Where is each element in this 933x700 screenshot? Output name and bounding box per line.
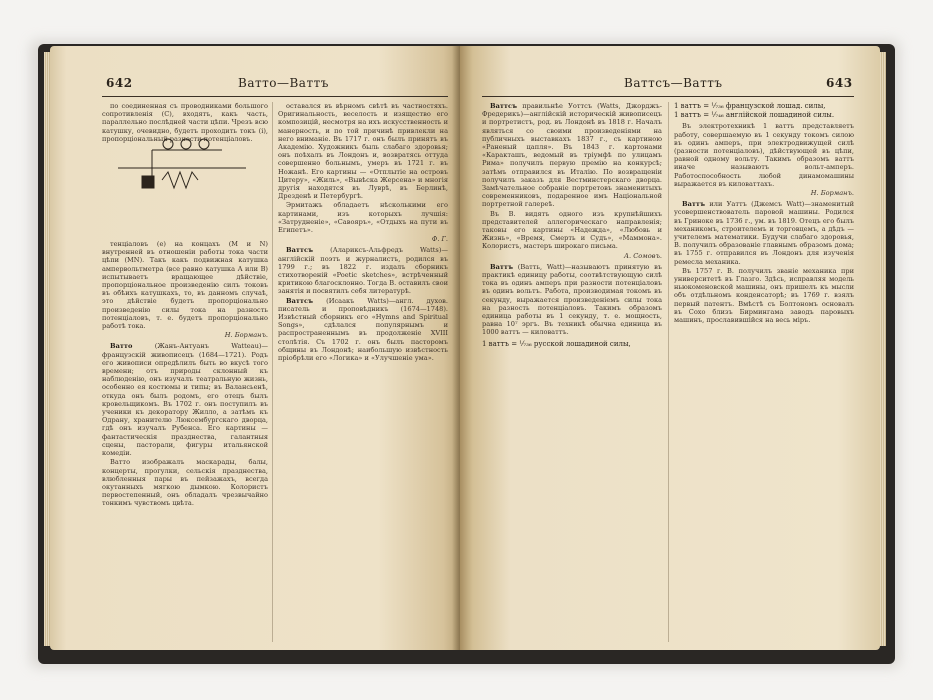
article-text: тенціаловъ (e) на концахъ (M и N) внутренней въ отношеніи работы тока части цѣпи (MN). Такъ какъ подвижная катушка ампервольтметра (все равно катушка A или B) испытываетъ вращающее дѣйствіе, пропорціональное произведенію силъ токовъ въ обѣихъ катушкахъ, то, въ данномъ случаѣ, это дѣйствіе будетъ пропорціонально произведенію силы тока на разность потенціаловъ, т. е. будетъ пропорціонально работѣ тока. (102, 240, 268, 331)
right-column-2 (674, 102, 854, 642)
author-signature: Н. Борманъ. (810, 189, 854, 198)
formula: 1 ваттъ = ¹⁄₇₄₆ англійской лошадиной силы. (674, 111, 835, 120)
article-text: (Жанъ-Антуанъ Watteau)—французскій живописецъ (1684—1721). Родъ его живописи опредѣлилъ быть во вкусѣ того времени; отъ природы склонный къ наблюденію, онъ изучалъ театральную жизнь, особенно ея костюмы и типы; въ Валансьенѣ, откуда онъ былъ родомъ, его отецъ былъ кровельщикомъ. Въ 1702 г. онъ поступилъ въ ученики къ декоратору Жилло, а затѣмъ къ Одрану, хранителю Люксембургскаго дворца, гдѣ онъ изучалъ Рубенса. Его картины — фантастическія празднества, галантныя сцены, пасторали, фигуры итальянской комедіи. (102, 342, 268, 458)
column-separator (668, 102, 669, 642)
author-signature: Ф. Г. (431, 235, 448, 244)
headword: Ваттъ (490, 262, 514, 271)
article-text: Эрмитажъ обладаетъ нѣсколькими его картинами, изъ которыхъ лучшія: «Затрудненіе», «Савояръ», «Отдыхъ на пути въ Египетъ». (278, 201, 448, 235)
article-text: или Уаттъ (Джемсъ Watt)—знаменитый усовершенствователь паровой машины. Родился въ Гриноке въ 1736 г., ум. въ 1819. Отецъ его былъ механикомъ, строителемъ и торговцемъ, а дѣдъ — учителемъ математики. Будучи слабаго здоровья, В. получилъ образованіе главнымъ образомъ дома; въ 1755 г. отправился въ Лондонъ для изученія ремесла механика. (674, 200, 854, 266)
right-header-rule (482, 96, 854, 97)
article-text: (Ватть, Watt)—называютъ принятую въ практикѣ единицу работы, соотвѣтствующую силѣ тока въ одинъ амперъ при разности потенціаловъ въ одинъ вольтъ. Работа, производимая токомъ въ секунду, выражается произведеніемъ силы тока на разность потенціаловъ. Такимъ образомъ единица работы въ 1 секунду, т. е. мощность, равна 10⁷ эргъ. Въ техникѣ обычна единица въ 1000 ваттъ — киловаттъ. (482, 262, 662, 337)
article-text: Въ электротехникѣ 1 ваттъ представляетъ работу, совершаемую въ 1 секунду токомъ силою въ одинъ амперъ, при электродвижущей силѣ (разности потенціаловъ), дѣйствующей въ цѣпи, равной одному вольту. Такимъ образомъ ваттъ иначе называютъ вольт-амперъ. Работоспособность любой динамомашины выражается въ киловаттахъ. (674, 122, 854, 188)
article-text: правильнѣе Уоттсъ (Watts, Джорджъ-Фредерикъ)—англійскій историческій живописецъ и портретистъ, род. въ Лондонѣ въ 1818 г. Началъ являться со своими произведеніями на публичныхъ выставкахъ 1837 г., съ картиною «Раненый цапля». Въ 1843 г. картонами «Каракташъ, ведомый въ тріумфѣ по улицамъ Рима» получилъ первую премію на конкурсѣ; затѣмъ отправился въ Италію. По возвращеніи получилъ заказъ для Вестминстерскаго дворца. Замѣчательное собраніе портретовъ знаменитыхъ современниковъ, подаренное имъ Національной портретной галереѣ. (482, 102, 662, 209)
article-text: Въ В. видятъ одного изъ крупнѣйшихъ представителей аллегорическаго направленія; таковы его картины «Надежда», «Любовь и Жизнь», «Время, Смерть и Судъ», «Маммона». Колористъ, мастеръ широкаго письма. (482, 209, 662, 251)
circuit-diagram (112, 120, 252, 210)
left-page-number: 642 (106, 76, 133, 90)
article-text: оставался въ вѣрномъ свѣтѣ въ частностяхъ. Оригинальность, веселость и изящество его композицій, несмотря на ихъ искусственность и манерность, и по той причинѣ привлекли на него вниманіе. Въ 1717 г. онъ былъ принятъ въ Академію. Художникъ быль слабаго здоровья; онъ поѣхалъ въ Лондонъ и, возвратясь оттуда совершенно больнымъ, умеръ въ 1721 г. въ Ножанѣ. Его картины — «Отплытіе на островъ Цитеру», «Жиль», «Вывѣска Жерсена» и многія другія находятся въ Луврѣ, въ Берлинѣ, Дрезденѣ и Петербургѣ. (278, 102, 448, 201)
right-page (460, 46, 880, 650)
right-running-header: Ваттсъ—Ваттъ (624, 76, 723, 90)
left-column-2 (278, 102, 448, 642)
left-page-edges (44, 52, 50, 646)
column-separator (272, 102, 273, 642)
author-signature: Н. Борманъ. (224, 331, 268, 340)
article-text: (Исаакъ Watts)—англ. духов. писатель и проповѣдникъ (1674—1748). Извѣстный сборникъ его «Hymns and Spiritual Songs», сдѣлался популярнымъ и распространеннымъ въ продолженіе XVIII столѣтія. Съ 1702 г. онъ былъ пасторомъ общины въ Лондонѣ; наибольшую извѣстность пріобрѣли его «Логика» и «Улучшеніе ума». (278, 296, 448, 363)
headword: Ваттсъ (490, 102, 518, 110)
left-header-rule (102, 96, 448, 97)
formula: 1 ваттъ = ¹⁄₇₃₆ русской лошадиной силы, (482, 339, 631, 348)
headword: Ваттсъ (286, 246, 314, 255)
article-text: (Алариксъ-Альфредъ Watts)—англійскій поэтъ и журналистъ, родился въ 1799 г.; въ 1822 г. издалъ сборникъ стихотвореній «Poetic sketches», встрѣченный критикою благосклонно. Тогда В. оставилъ свои занятія и посвятилъ себя литературѣ. (278, 246, 448, 296)
left-running-header: Ватто—Ваттъ (238, 76, 329, 90)
author-signature: А. Сомовъ. (624, 251, 662, 260)
right-column-1 (482, 102, 662, 642)
headword: Ваттсъ (286, 296, 314, 305)
headword: Ватто (110, 342, 133, 351)
headword: Ваттъ (682, 200, 706, 209)
right-page-number: 643 (826, 76, 853, 90)
article-text: по соединенная съ проводниками большого сопротивленія (C), входятъ, какъ часть, параллельно послѣдней части цѣпи. Чрезъ всю катушку, очевидно, будетъ проходить токъ (i), пропорціональный разности потенціаловъ. (102, 102, 268, 143)
formula: 1 ваттъ = ¹⁄₇₃₆ французской лошад. силы, (674, 102, 826, 110)
article-text: Въ 1757 г. В. получилъ званіе механика при университетѣ въ Глазго. Здѣсь, исправляя модель ньюкоменовской машины, онъ пришелъ къ мысли объ отдѣльномъ конденсаторѣ; въ 1769 г. взялъ первый патентъ. Вмѣстѣ съ Болтономъ основалъ въ Сохо близъ Бирмингама заводъ паровыхъ машинъ, прославившійся на весь міръ. (674, 266, 854, 325)
article-text: Ватто изображалъ маскарады, балы, концерты, прогулки, сельскія празднества, влюбленныя пары въ пейзажахъ, всегда окутанныхъ мягкою дымкою. Колористъ первостепенный, онъ обладалъ чрезвычайно тонкимъ чувствомъ цвѣта. (102, 458, 268, 508)
right-page-edges (880, 52, 886, 646)
